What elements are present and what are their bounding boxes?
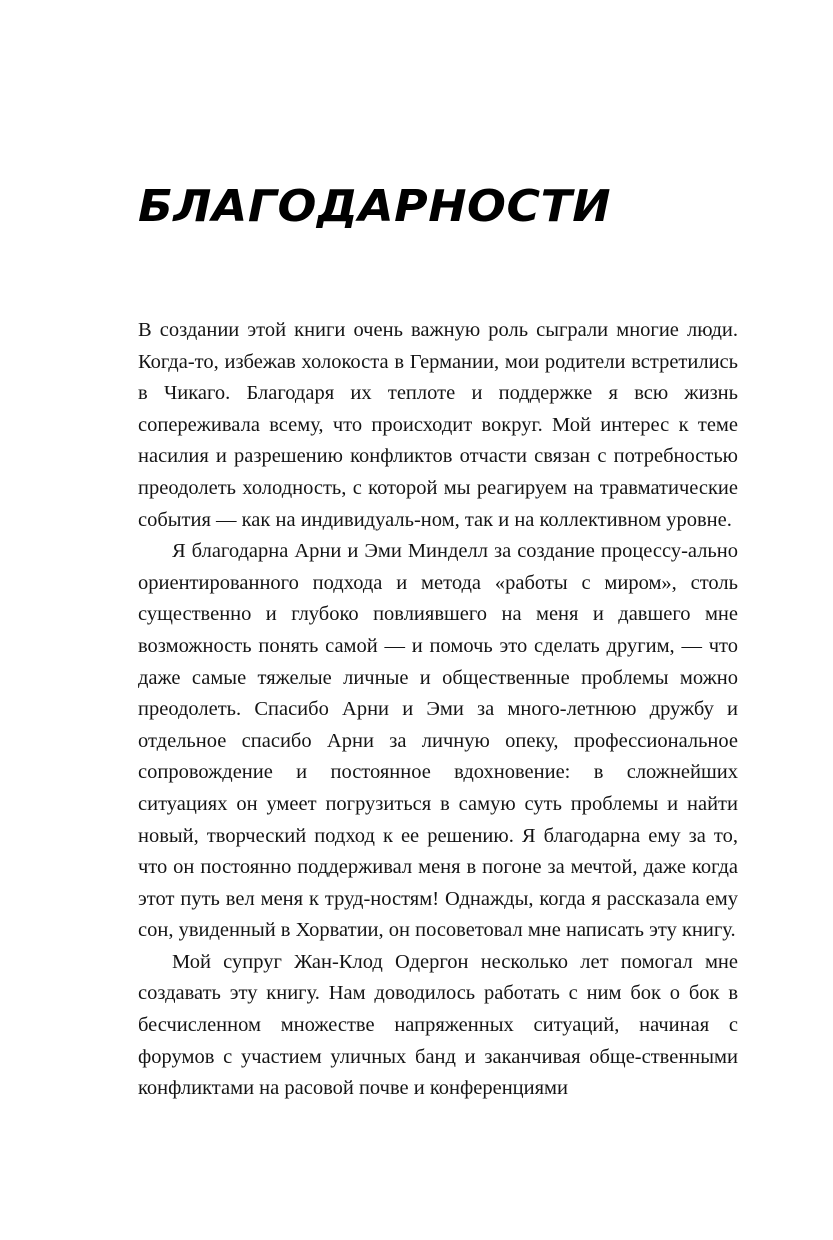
paragraph-2: Я благодарна Арни и Эми Минделл за создание процессу-ально ориентированного подхода и метода «работы с миром», столь существенно и глубоко повлиявшего на меня и давшего мне возможность понять самой — и помочь это сделать другим, — что даже самые тяжелые личные и общественные проблемы можно преодолеть. Спасибо Арни и Эми за много-летнюю дружбу и отдельное спасибо Арни за личную опеку, профессиональное сопровождение и постоянное вдохновение: в сложнейших ситуациях он умеет погрузиться в самую суть проблемы и найти новый, творческий подход к ее решению. Я благодарна ему за то, что он постоянно поддерживал меня в погоне за мечтой, даже когда этот путь вел меня к труд-ностям! Однажды, когда я рассказала ему сон, увиденный в Хорватии, он посоветовал мне написать эту книгу. — [138, 540, 738, 942]
body-text — [138, 315, 738, 1105]
page-content — [138, 181, 738, 1105]
paragraph-3: Мой супруг Жан-Клод Одергон несколько лет помогал мне создавать эту книгу. Нам доводилось работать с ним бок о бок в бесчисленном множестве напряженных ситуаций, начиная с форумов с участием уличных банд и заканчивая обще-ственными конфликтами на расовой почве и конференциями — [138, 950, 738, 1100]
paragraph-1: В создании этой книги очень важную роль сыграли многие люди. Когда-то, избежав холокоста в Германии, мои родители встретились в Чикаго. Благодаря их теплоте и поддержке я всю жизнь сопереживала всему, что происходит вокруг. Мой интерес к теме насилия и разрешению конфликтов отчасти связан с потребностью преодолеть холодность, с которой мы реагируем на травматические события — как на индивидуаль-ном, так и на коллективном уровне. — [138, 319, 738, 531]
page-title: БЛАГОДАРНОСТИ — [138, 181, 612, 232]
